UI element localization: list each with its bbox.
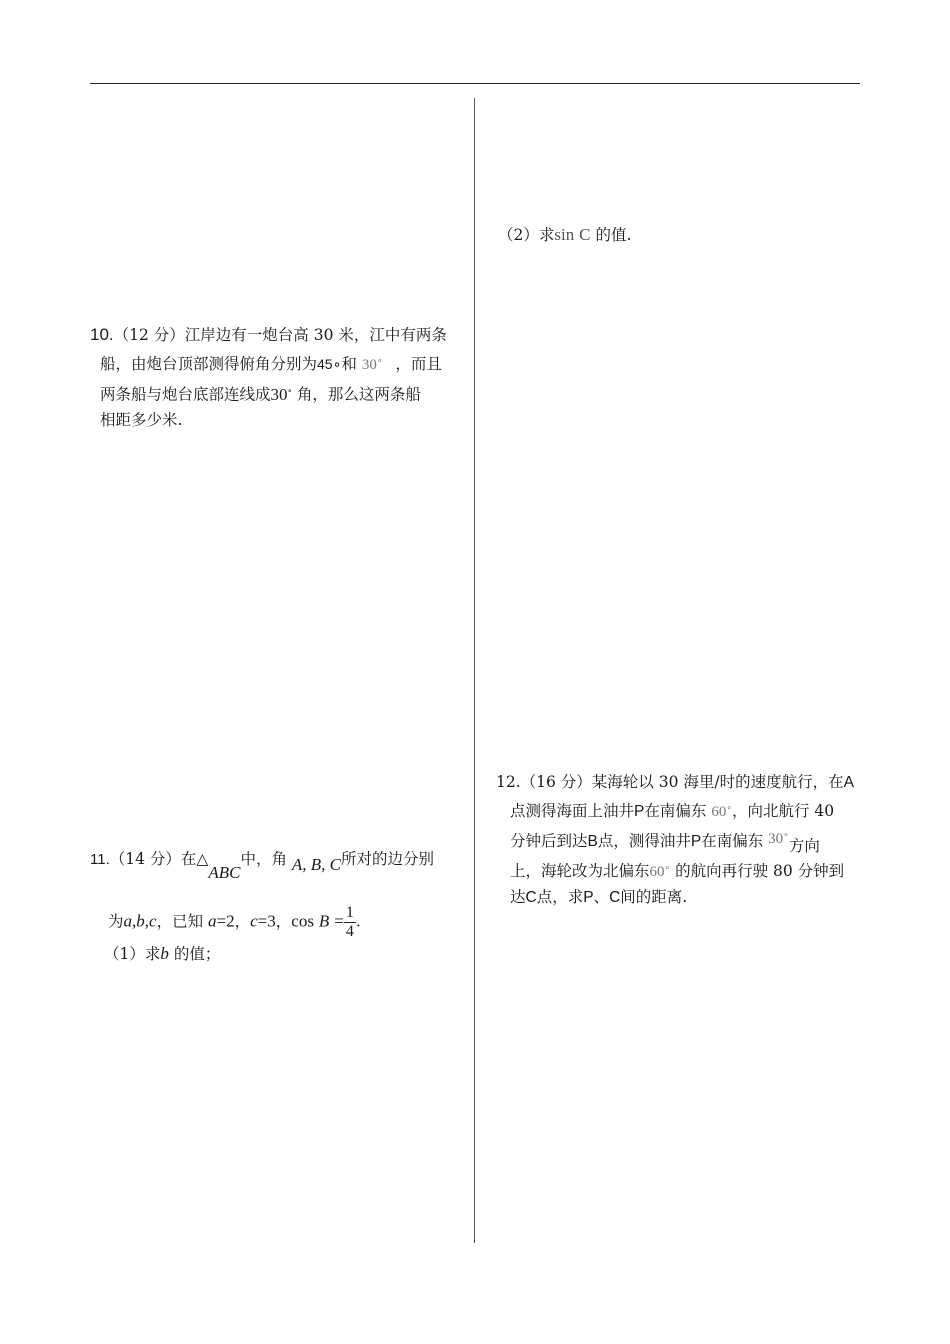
question-11 bbox=[90, 846, 470, 967]
angles-abc: A, B, C bbox=[291, 855, 341, 874]
point-a: A bbox=[843, 774, 854, 791]
question-text: 的值； bbox=[173, 945, 221, 963]
question-12 bbox=[496, 770, 866, 910]
question-text: 分钟后到达 bbox=[510, 832, 588, 850]
question-text: 为 bbox=[108, 912, 124, 931]
angle-60: 60∘ bbox=[649, 862, 671, 880]
point-p: P bbox=[634, 803, 645, 820]
angle-30: 30∘ bbox=[768, 829, 789, 847]
question-text: 方向 bbox=[788, 837, 820, 855]
question-text: 所对的边分别 bbox=[341, 850, 435, 868]
question-text: 点，求 bbox=[536, 888, 584, 906]
value-a: =2 bbox=[216, 911, 235, 931]
question-text: （1）求 bbox=[104, 945, 161, 963]
var-b: b bbox=[160, 944, 169, 963]
question-text: 在南偏东 bbox=[644, 802, 707, 820]
question-text: 船，由炮台顶部测得俯角分别为 bbox=[100, 355, 318, 373]
value-c: =3 bbox=[257, 911, 276, 931]
question-text: 和 bbox=[341, 355, 357, 373]
angle-30: 30∘ bbox=[270, 384, 292, 404]
question-text: 中，角 bbox=[240, 850, 287, 868]
cos-func: cos bbox=[291, 911, 314, 931]
question-text: 的航向再行驶 80 分钟到 bbox=[675, 862, 845, 880]
question-text: ，而且 bbox=[395, 355, 442, 373]
question-text: 相距多少米. bbox=[100, 410, 183, 429]
question-text: 间的距离. bbox=[620, 888, 688, 906]
fraction-one-quarter: $\frac{1}{4}$ bbox=[345, 904, 354, 940]
points-p-c: P、C bbox=[583, 889, 621, 906]
period: . bbox=[355, 912, 361, 931]
question-11-part-2 bbox=[498, 222, 631, 248]
equals-sign: = bbox=[334, 911, 344, 931]
angle-45: 45∘ bbox=[317, 356, 342, 372]
question-text: （2）求 bbox=[498, 226, 555, 244]
separator: ， bbox=[275, 912, 292, 931]
question-text: 达 bbox=[510, 888, 526, 906]
question-text: 江岸边有一炮台高 30 米，江中有两条 bbox=[184, 326, 447, 344]
var-b-upper: B bbox=[318, 911, 330, 931]
triangle-abc: ABC bbox=[208, 863, 241, 882]
column-divider bbox=[474, 98, 475, 1243]
question-text: 在△ bbox=[180, 850, 209, 868]
sides-abc: a,b,c bbox=[123, 911, 157, 931]
question-text: 在南偏东 bbox=[701, 832, 764, 850]
angle-60: 60∘ bbox=[711, 802, 732, 820]
question-text: 两条船与炮台底部连线成 bbox=[100, 385, 271, 404]
question-10 bbox=[90, 322, 447, 433]
question-text: ，向北航行 40 bbox=[731, 802, 835, 820]
sin-func: sin bbox=[554, 225, 575, 244]
question-text: 点，测得油井 bbox=[597, 832, 691, 850]
angle-30: 30∘ bbox=[361, 355, 383, 373]
point-c: C bbox=[525, 889, 537, 906]
question-text: ，已知 bbox=[156, 912, 204, 931]
var-c-upper: C bbox=[579, 225, 591, 244]
var-c: c bbox=[250, 911, 258, 931]
question-text: 的值. bbox=[595, 226, 632, 244]
question-text: 12.（16 分）某海轮以 30 海里/时的速度航行，在 bbox=[496, 773, 844, 791]
separator: ， bbox=[234, 912, 251, 931]
question-text: 上，海轮改为北偏东 bbox=[510, 862, 650, 880]
var-a: a bbox=[208, 911, 217, 931]
question-score: （14 分） bbox=[109, 850, 181, 868]
question-score: （12 分） bbox=[113, 326, 185, 344]
point-p: P bbox=[690, 833, 702, 850]
question-number: 10. bbox=[90, 325, 114, 344]
question-number: 11. bbox=[90, 851, 110, 868]
point-b: B bbox=[587, 833, 598, 850]
question-text: 点测得海面上油井 bbox=[510, 802, 635, 820]
header-rule bbox=[90, 83, 860, 84]
question-text: 角，那么这两条船 bbox=[296, 385, 421, 404]
